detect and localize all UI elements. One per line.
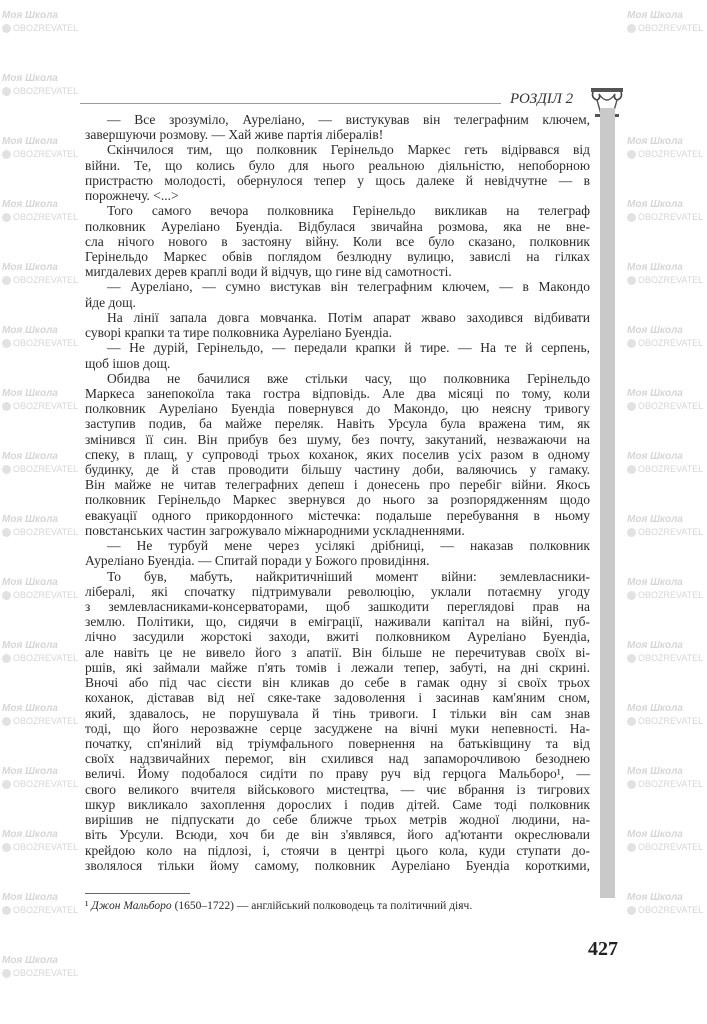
- text-line: який, здавалось, не порушувала й тінь тривоги. І тільки він сам знав: [85, 705, 590, 721]
- watermark: [627, 10, 705, 35]
- watermark-logo-icon: [2, 213, 11, 222]
- watermark-brand: OBOZREVATEL: [638, 212, 704, 222]
- watermark: [2, 136, 80, 161]
- watermark: [2, 577, 80, 602]
- watermark: [627, 136, 705, 161]
- watermark-brand-row: [627, 337, 705, 350]
- watermark: [627, 640, 705, 665]
- watermark: [627, 199, 705, 224]
- watermark: [2, 73, 80, 98]
- page-number: 427: [588, 938, 618, 960]
- header-rule: [80, 103, 501, 104]
- watermark-brand: OBOZREVATEL: [13, 86, 79, 96]
- watermark-logo-icon: [627, 717, 636, 726]
- watermark-brand: OBOZREVATEL: [13, 653, 79, 663]
- watermark-logo-icon: [627, 276, 636, 285]
- text-line: свого великого вчителя військового мистецтва, — чиє вбрання із тигрових: [85, 781, 590, 797]
- text-line: повстанських частин загрожувало міжнародними ускладненнями.: [85, 522, 465, 538]
- watermark-brand-row: [2, 337, 80, 350]
- watermark-logo-icon: [627, 843, 636, 852]
- watermark-brand: OBOZREVATEL: [13, 590, 79, 600]
- watermark-school: Моя Школа: [627, 892, 683, 903]
- watermark-school: Моя Школа: [2, 577, 58, 588]
- text-line: спеку, в плащ, у супроводі трьох коханок, яких поселив усіх разом в одному: [85, 446, 590, 462]
- watermark-logo-icon: [2, 969, 11, 978]
- watermark: [2, 451, 80, 476]
- watermark-brand-row: [2, 22, 80, 35]
- text-line: Скінчилося тим, що полковник Герінельдо Маркес геть відірвався від: [107, 142, 590, 158]
- text-line: змінився її син. Він прибув без шуму, без почту, закутаний, незважаючи на: [85, 431, 590, 447]
- watermark-logo-icon: [2, 654, 11, 663]
- watermark: [627, 451, 705, 476]
- watermark-school: Моя Школа: [2, 136, 58, 147]
- watermark-brand: OBOZREVATEL: [638, 779, 704, 789]
- text-line: пристрастю молодості, обернулося тепер у щось далеке й невідчутне — в: [85, 172, 590, 188]
- watermark-school: Моя Школа: [2, 199, 58, 210]
- watermark-brand: OBOZREVATEL: [13, 968, 79, 978]
- watermark-brand-row: [2, 778, 80, 791]
- page-edge-bar: [600, 108, 615, 898]
- text-line: суворі крапки та тире полковника Ауреліано Буендіа.: [85, 325, 392, 341]
- watermark-school: Моя Школа: [627, 199, 683, 210]
- watermark-brand-row: [2, 715, 80, 728]
- watermark: [2, 388, 80, 413]
- watermark-brand: OBOZREVATEL: [13, 149, 79, 159]
- watermark: [2, 10, 80, 35]
- watermark: [627, 577, 705, 602]
- watermark-logo-icon: [627, 339, 636, 348]
- watermark-brand-row: [2, 274, 80, 287]
- text-line: своїх надзвичайних перемог, він схилився над запаморочливою безоднею: [85, 751, 590, 767]
- watermark-brand: OBOZREVATEL: [638, 23, 704, 33]
- section-title: РОЗДІЛ 2: [510, 91, 574, 107]
- watermark-school: Моя Школа: [627, 388, 683, 399]
- watermark-school: Моя Школа: [2, 10, 58, 21]
- watermark: [627, 766, 705, 791]
- watermark-brand-row: [627, 274, 705, 287]
- watermark-brand: OBOZREVATEL: [638, 401, 704, 411]
- watermark-brand: OBOZREVATEL: [638, 716, 704, 726]
- text-line: Герінельдо Маркес обвів поглядом безлюдну вулицю, завислі на гілках: [85, 248, 590, 264]
- watermark: [2, 514, 80, 539]
- text-line: віть Урсули. Всюди, хоч би де він з'являвся, його ад'ютанти окреслювали: [85, 827, 590, 843]
- watermark: [627, 388, 705, 413]
- watermark-brand-row: [2, 526, 80, 539]
- watermark: [627, 892, 705, 917]
- footnote: [85, 900, 472, 912]
- watermark-logo-icon: [627, 780, 636, 789]
- text-line: сла нічого нового в застояну війну. Коли все було сказано, полковник: [85, 233, 590, 249]
- watermark-logo-icon: [2, 24, 11, 33]
- text-line: зволялося тільки йому самому, полковник Ауреліано Буендіа короткими,: [85, 857, 590, 873]
- watermark: [627, 703, 705, 728]
- body-text: [85, 112, 590, 873]
- watermark-brand: OBOZREVATEL: [638, 905, 704, 915]
- text-line: Вночі або під час сієсти він кликав до себе в гамак одну зі своїх трьох: [85, 675, 590, 691]
- text-line: — Все зрозуміло, Ауреліано, — вистукував він телеграфним ключем,: [107, 112, 590, 127]
- watermark-school: Моя Школа: [627, 325, 683, 336]
- text-line: Обидва не бачилися вже стільки часу, що полковника Герінельдо: [107, 370, 590, 386]
- watermark-logo-icon: [627, 906, 636, 915]
- text-line: лічно засудили жорстокі заходи, вжиті полковником Ауреліано Буендіа,: [85, 629, 590, 645]
- watermark-brand-row: [627, 526, 705, 539]
- text-line: тоді, що його нерозважне серце засуджене на вічні муки непевності. На-: [85, 720, 590, 736]
- watermark-school: Моя Школа: [2, 703, 58, 714]
- watermark-logo-icon: [627, 24, 636, 33]
- watermark-logo-icon: [2, 276, 11, 285]
- text-line: На лінії запала довга мовчанка. Потім апарат жваво заходився відбивати: [107, 309, 590, 325]
- watermark: [2, 955, 80, 980]
- watermark-brand: OBOZREVATEL: [13, 212, 79, 222]
- watermark-logo-icon: [2, 465, 11, 474]
- watermark-brand: OBOZREVATEL: [13, 23, 79, 33]
- footnote-text: (1650–1722) — англійський полководець та політичний діяч.: [171, 900, 473, 912]
- text-line: початку, сп'янілий від тріумфального повернення на батьківщину та від: [85, 735, 590, 751]
- text-line: Маркеса занепокоїла така гостра відповідь. Але два місяці по тому, коли: [85, 385, 590, 401]
- watermark-brand-row: [627, 589, 705, 602]
- text-line: землю. Політики, що, сидячи в еміграції, наживали капітал на війні, пуб-: [85, 614, 590, 630]
- watermark: [627, 829, 705, 854]
- watermark: [627, 262, 705, 287]
- watermark-school: Моя Школа: [627, 262, 683, 273]
- watermark-brand: OBOZREVATEL: [13, 338, 79, 348]
- watermark-brand-row: [627, 778, 705, 791]
- watermark-brand: OBOZREVATEL: [638, 275, 704, 285]
- watermark-logo-icon: [2, 528, 11, 537]
- watermark-logo-icon: [2, 717, 11, 726]
- watermark-school: Моя Школа: [2, 451, 58, 462]
- watermark-school: Моя Школа: [627, 577, 683, 588]
- watermark-school: Моя Школа: [2, 766, 58, 777]
- text-line: — Не дурій, Герінельдо, — передали крапки й тире. — На те й серпень,: [107, 340, 590, 356]
- watermark: [2, 703, 80, 728]
- watermark-brand: OBOZREVATEL: [638, 842, 704, 852]
- watermark-logo-icon: [2, 87, 11, 96]
- watermark-brand: OBOZREVATEL: [638, 149, 704, 159]
- watermark-brand-row: [2, 85, 80, 98]
- watermark-school: Моя Школа: [2, 640, 58, 651]
- text-line: — Не турбуй мене через усілякі дрібниці, — наказав полковник: [107, 538, 590, 554]
- footnote-marker: ¹: [85, 900, 89, 912]
- watermark-brand-row: [627, 148, 705, 161]
- watermark-school: Моя Школа: [2, 388, 58, 399]
- text-line: полковник Ауреліано Буендіа. Відбулася звичайна розмова, яка не вне-: [85, 218, 590, 234]
- text-line: крейдою коло на підлозі, і, стоячи в центрі цього кола, куди ступати до-: [85, 842, 590, 858]
- watermark-logo-icon: [2, 591, 11, 600]
- watermark-school: Моя Школа: [2, 73, 58, 84]
- watermark-school: Моя Школа: [627, 829, 683, 840]
- watermark-logo-icon: [2, 402, 11, 411]
- watermark-brand: OBOZREVATEL: [638, 653, 704, 663]
- text-line: завершуючи розмову. — Хай живе партія лібералів!: [85, 127, 384, 143]
- text-line: з землевласниками-консерваторами, щоб зашкодити переглядові прав на: [85, 599, 590, 614]
- watermark-school: Моя Школа: [2, 892, 58, 903]
- watermark-logo-icon: [2, 780, 11, 789]
- watermark-logo-icon: [627, 150, 636, 159]
- watermark: [2, 325, 80, 350]
- text-line: полковник Ауреліано Буендіа повернувся до Макондо, цю неясну тривогу: [85, 401, 590, 417]
- watermark: [2, 892, 80, 917]
- watermark: [2, 640, 80, 665]
- watermark-brand-row: [2, 967, 80, 980]
- text-line: мигдалевих дерев краплі води й відчув, що гине від самотності.: [85, 264, 452, 280]
- watermark-logo-icon: [2, 339, 11, 348]
- watermark: [2, 766, 80, 791]
- watermark-brand: OBOZREVATEL: [638, 590, 704, 600]
- text-line: шкур викликало захоплення дорослих і подив дітей. Саме тоді полковник: [85, 796, 590, 812]
- watermark-brand: OBOZREVATEL: [13, 842, 79, 852]
- watermark-brand-row: [2, 148, 80, 161]
- watermark-school: Моя Школа: [2, 829, 58, 840]
- watermark-school: Моя Школа: [627, 514, 683, 525]
- watermark-brand-row: [627, 211, 705, 224]
- watermark-school: Моя Школа: [627, 451, 683, 462]
- watermark-school: Моя Школа: [627, 703, 683, 714]
- watermark: [2, 262, 80, 287]
- watermark-brand-row: [627, 463, 705, 476]
- text-line: полковник Герінельдо Маркес звернувся до нього за розпорядженням щодо: [85, 492, 590, 508]
- watermark-brand-row: [627, 22, 705, 35]
- footnote-name: Джон Мальборо: [91, 900, 172, 912]
- watermark-school: Моя Школа: [2, 955, 58, 966]
- watermark-brand-row: [2, 400, 80, 413]
- watermark-logo-icon: [627, 591, 636, 600]
- watermark-brand-row: [2, 841, 80, 854]
- watermark-school: Моя Школа: [627, 136, 683, 147]
- text-line: війни. Те, що колись було для нього реальною діяльністю, непоборною: [85, 157, 590, 173]
- watermark: [2, 829, 80, 854]
- watermark-brand-row: [2, 463, 80, 476]
- text-line: щоб ішов дощ.: [85, 355, 171, 371]
- watermark-brand: OBOZREVATEL: [13, 905, 79, 915]
- text-line: заступив подив, ба майже переляк. Навіть Урсула була вражена тим, як: [85, 416, 590, 432]
- watermark-brand: OBOZREVATEL: [13, 275, 79, 285]
- watermark-logo-icon: [627, 654, 636, 663]
- watermark-school: Моя Школа: [627, 640, 683, 651]
- watermark-brand-row: [627, 715, 705, 728]
- watermark-school: Моя Школа: [2, 514, 58, 525]
- text-line: ршів, які займали майже п'ять томів і лежали тепер, забуті, на дні скрині.: [85, 659, 590, 675]
- watermark-school: Моя Школа: [2, 325, 58, 336]
- text-line: Він майже не читав телеграфних депеш і донесень про перебіг війни. Якось: [85, 477, 590, 493]
- watermark-logo-icon: [2, 150, 11, 159]
- text-line: То був, мабуть, найкритичніший момент війни: землевласники-: [107, 568, 590, 584]
- text-line: йде дощ.: [85, 294, 136, 310]
- watermark-brand-row: [2, 589, 80, 602]
- text-line: будинку, де й став проводити більшу частину доби, валяючись у гамаку.: [85, 462, 590, 478]
- watermark-brand-row: [2, 652, 80, 665]
- text-line: Ауреліано Буендіа. — Спитай поради у Божого провидіння.: [85, 553, 430, 569]
- text-line: евакуації одного прикордонного містечка: подальше перебування в ньому: [85, 507, 590, 523]
- text-line: величі. Йому подобалося сидіти по праву руч від герцога Мальборо¹, —: [85, 766, 590, 782]
- text-line: але навіть це не вивело його з апатії. Він більше не перечитував своїх ві-: [85, 644, 590, 660]
- watermark-school: Моя Школа: [627, 766, 683, 777]
- watermark: [2, 199, 80, 224]
- text-line: — Ауреліано, — сумно вистукав він телеграфним ключем, — в Макондо: [107, 279, 590, 295]
- watermark-logo-icon: [627, 528, 636, 537]
- watermark-school: Моя Школа: [2, 262, 58, 273]
- watermark-logo-icon: [627, 465, 636, 474]
- watermark-logo-icon: [627, 213, 636, 222]
- watermark: [627, 325, 705, 350]
- text-line: Того самого вечора полковника Герінельдо викликав на телеграф: [107, 203, 590, 219]
- watermark-logo-icon: [627, 402, 636, 411]
- footnote-rule: [85, 893, 190, 894]
- watermark-brand: OBOZREVATEL: [638, 338, 704, 348]
- watermark-brand: OBOZREVATEL: [638, 464, 704, 474]
- watermark-school: Моя Школа: [627, 10, 683, 21]
- watermark-brand-row: [2, 211, 80, 224]
- watermark-logo-icon: [2, 843, 11, 852]
- text-line: коханок, діставав від неї сяке-таке задоволення і засинав кам'яним сном,: [85, 690, 590, 706]
- watermark-brand-row: [627, 400, 705, 413]
- text-line: вирішив не підпускати до себе ближче трьох метрів жодної людини, на-: [85, 812, 590, 828]
- watermark-brand: OBOZREVATEL: [13, 401, 79, 411]
- watermark-brand: OBOZREVATEL: [13, 464, 79, 474]
- watermark: [627, 514, 705, 539]
- watermark-brand-row: [627, 841, 705, 854]
- text-line: лібералі, які спочатку підтримували революцію, уклали потаємну угоду: [85, 583, 590, 599]
- watermark-logo-icon: [2, 906, 11, 915]
- watermark-brand: OBOZREVATEL: [13, 716, 79, 726]
- watermark-brand-row: [627, 652, 705, 665]
- watermark-brand: OBOZREVATEL: [13, 527, 79, 537]
- watermark-brand-row: [2, 904, 80, 917]
- watermark-brand-row: [627, 904, 705, 917]
- watermark-brand: OBOZREVATEL: [638, 527, 704, 537]
- watermark-brand: OBOZREVATEL: [13, 779, 79, 789]
- text-line: порожнечу. <...>: [85, 188, 179, 204]
